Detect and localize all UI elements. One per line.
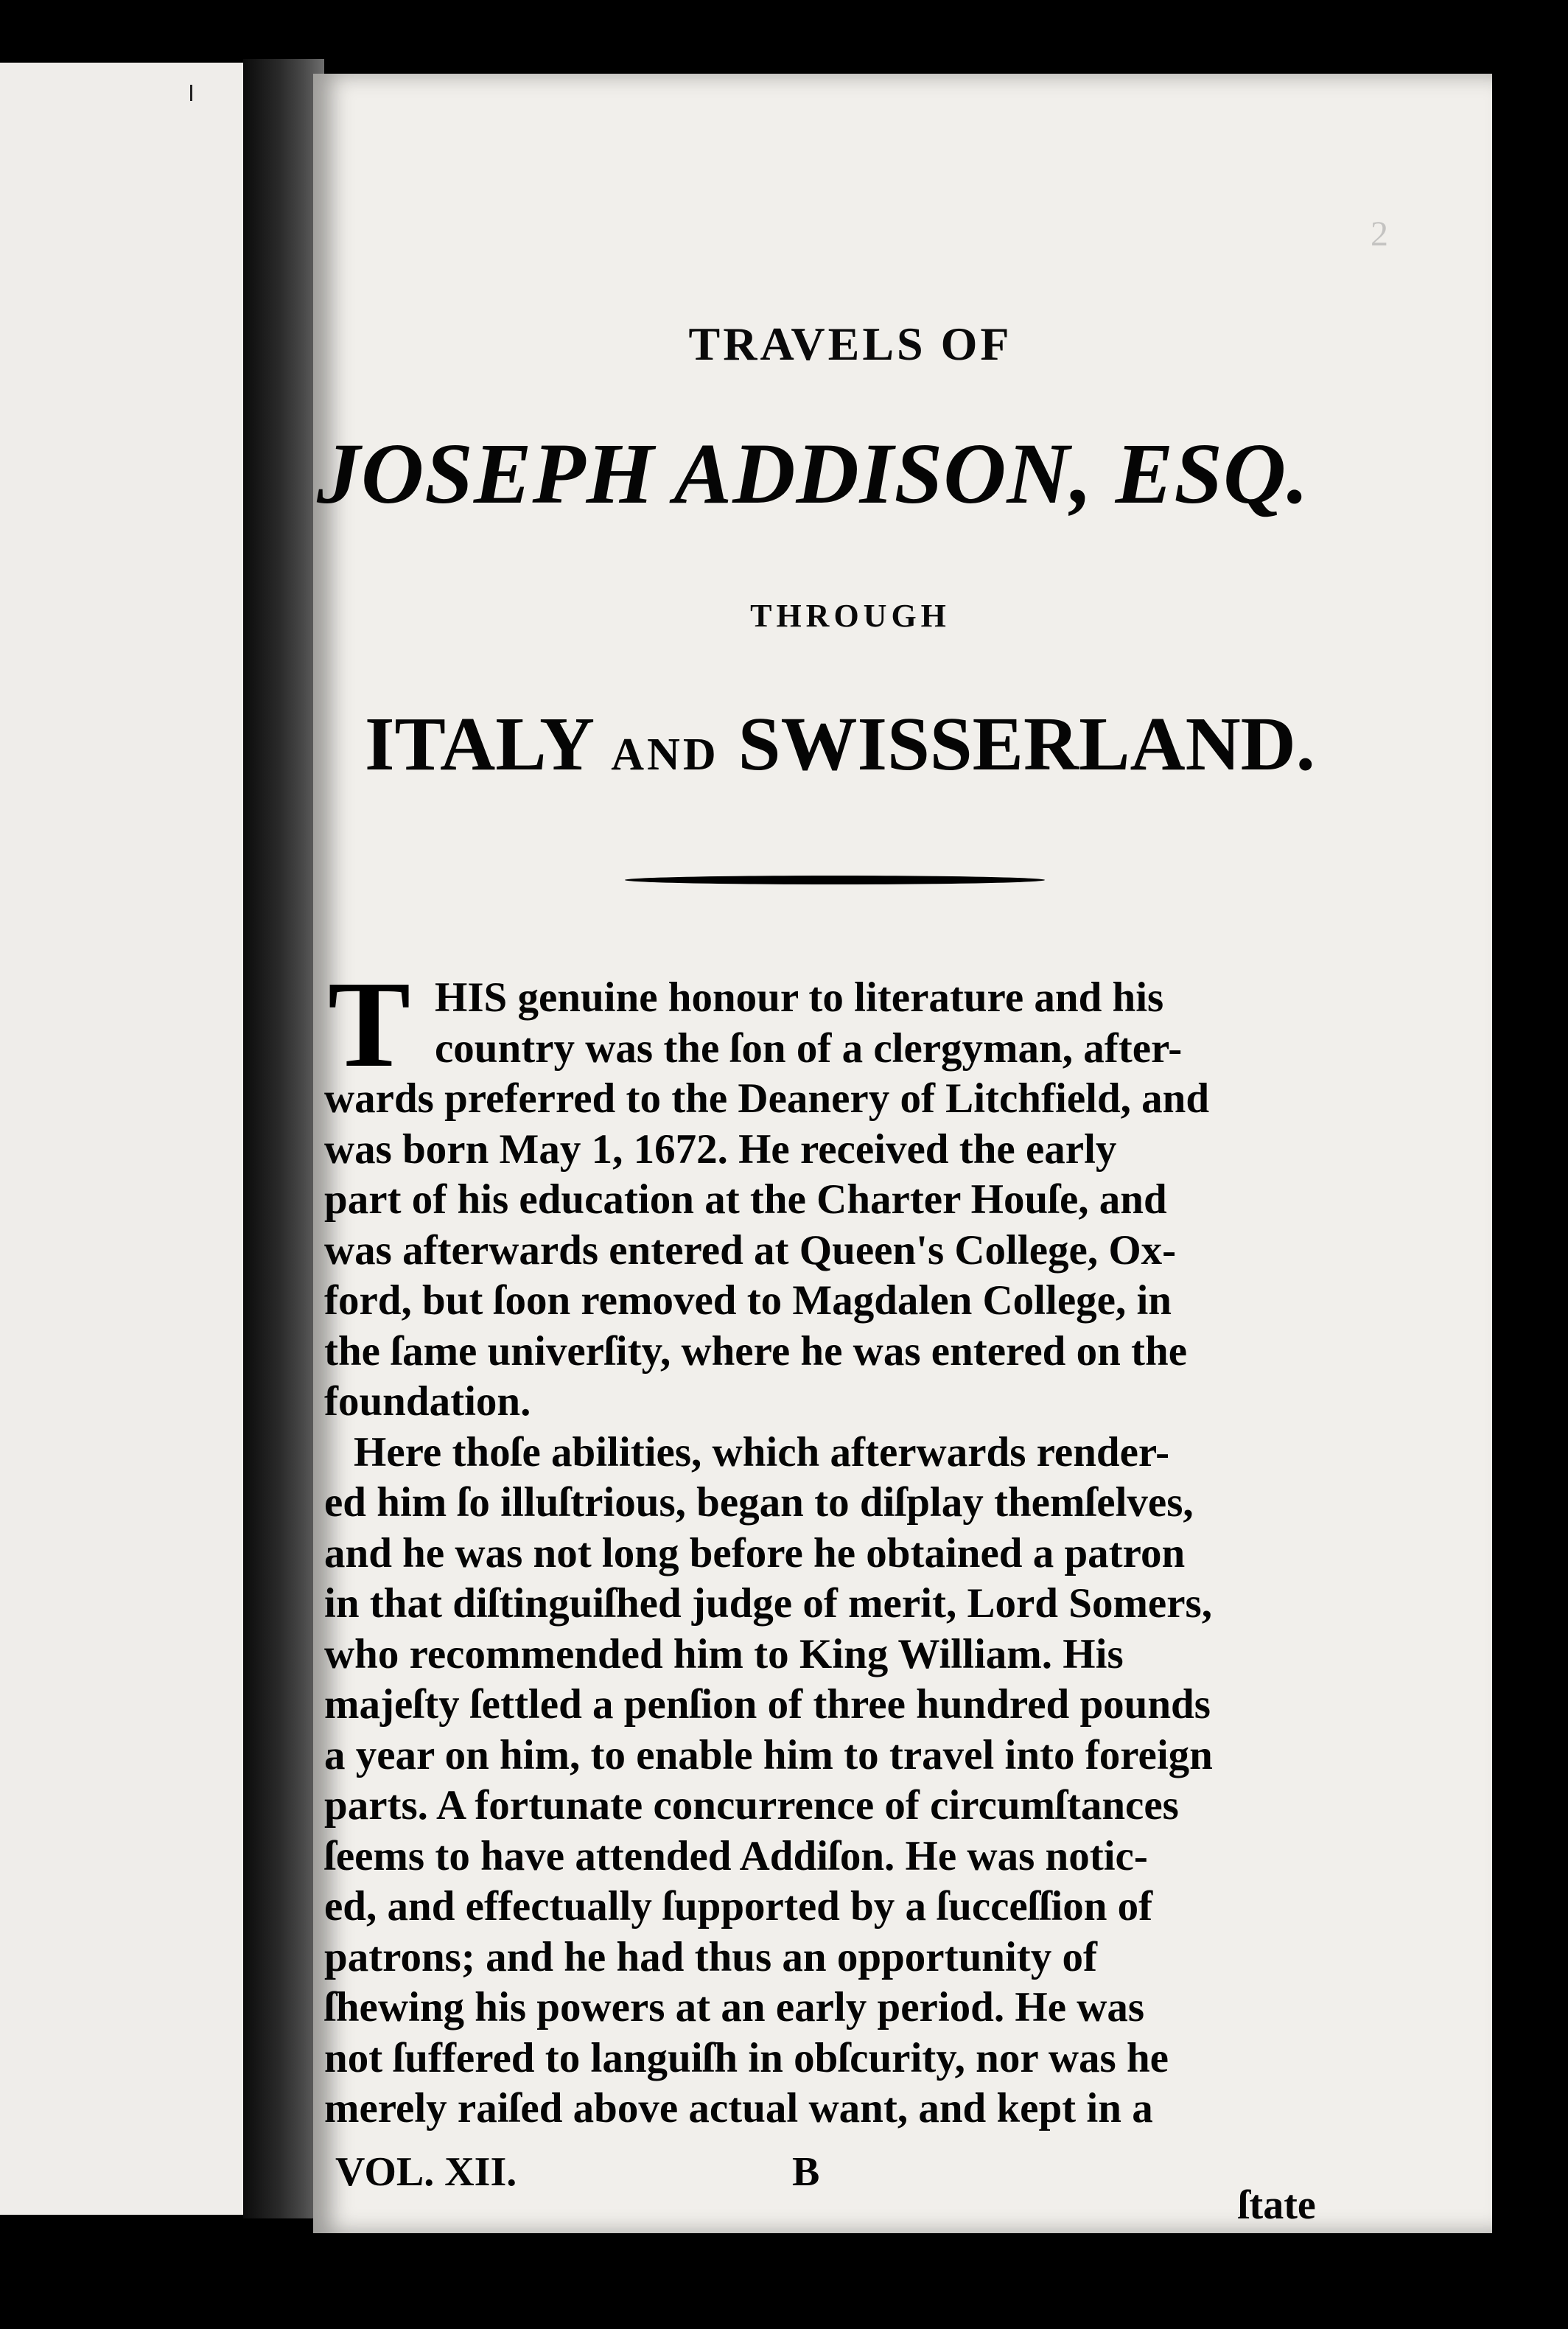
body-line: ſhewing his powers at an early period. He was bbox=[324, 1984, 1145, 2031]
body-line: a year on him, to enable him to travel into foreign bbox=[324, 1731, 1213, 1778]
body-line: patrons; and he had thus an opportunity of bbox=[324, 1933, 1098, 1980]
body-line: was afterwards entered at Queen's College, Ox- bbox=[324, 1226, 1177, 1274]
signature-mark: B bbox=[792, 2149, 820, 2195]
title-line1: TRAVELS OF bbox=[688, 318, 1012, 370]
body-line: country was the ſon of a clergyman, after- bbox=[435, 1024, 1183, 1072]
title-author-name: JOSEPH ADDISON, ESQ. bbox=[317, 425, 1309, 522]
page-number: 2 bbox=[1371, 214, 1388, 254]
body-line: part of his education at the Charter Houſe, and bbox=[324, 1176, 1167, 1223]
ornamental-rule bbox=[625, 876, 1045, 884]
body-line: merely raiſed above actual want, and kept in a bbox=[324, 2085, 1153, 2131]
body-line: who recommended him to King William. His bbox=[324, 1630, 1124, 1677]
body-line: and he was not long before he obtained a patron bbox=[324, 1529, 1186, 1576]
body-line: ed him ſo illuſtrious, began to diſplay themſelves, bbox=[324, 1479, 1194, 1526]
body-line: was born May 1, 1672. He received the early bbox=[324, 1125, 1117, 1173]
body-line: ed, and effectually ſupported by a ſucceſſion of bbox=[324, 1883, 1153, 1930]
book-gutter bbox=[243, 59, 324, 2218]
drop-cap: T bbox=[328, 956, 411, 1093]
body-line: wards preferred to the Deanery of Litchfield, and bbox=[324, 1075, 1210, 1122]
body-line: parts. A fortunate concurrence of circumſtances bbox=[324, 1782, 1179, 1829]
body-line: the ſame univerſity, where he was entered on the bbox=[324, 1327, 1188, 1375]
body-line: majeſty ſettled a penſion of three hundred pounds bbox=[324, 1681, 1211, 1728]
facing-page bbox=[0, 63, 251, 2215]
title-place-and: AND bbox=[611, 730, 719, 780]
title-through: THROUGH bbox=[750, 598, 951, 634]
body-line: ford, but ſoon removed to Magdalen College, in bbox=[324, 1277, 1172, 1324]
title-place-swisserland: SWISSERLAND. bbox=[738, 702, 1315, 786]
body-line: in that diſtinguiſhed judge of merit, Lord Somers, bbox=[324, 1580, 1212, 1627]
facing-page-mark bbox=[190, 85, 192, 101]
body-line: HIS genuine honour to literature and his bbox=[435, 974, 1164, 1021]
catchword: ſtate bbox=[1238, 2182, 1316, 2228]
body-text bbox=[324, 973, 1348, 2134]
title-places bbox=[365, 700, 1315, 788]
title-place-italy: ITALY bbox=[365, 702, 592, 786]
body-line: not ſuffered to languiſh in obſcurity, nor was he bbox=[324, 2034, 1169, 2081]
volume-label: VOL. XII. bbox=[335, 2149, 517, 2195]
body-line: foundation. bbox=[324, 1378, 531, 1425]
body-line: ſeems to have attended Addiſon. He was notic- bbox=[324, 1832, 1148, 1879]
body-line: Here thoſe abilities, which afterwards render- bbox=[354, 1428, 1170, 1476]
